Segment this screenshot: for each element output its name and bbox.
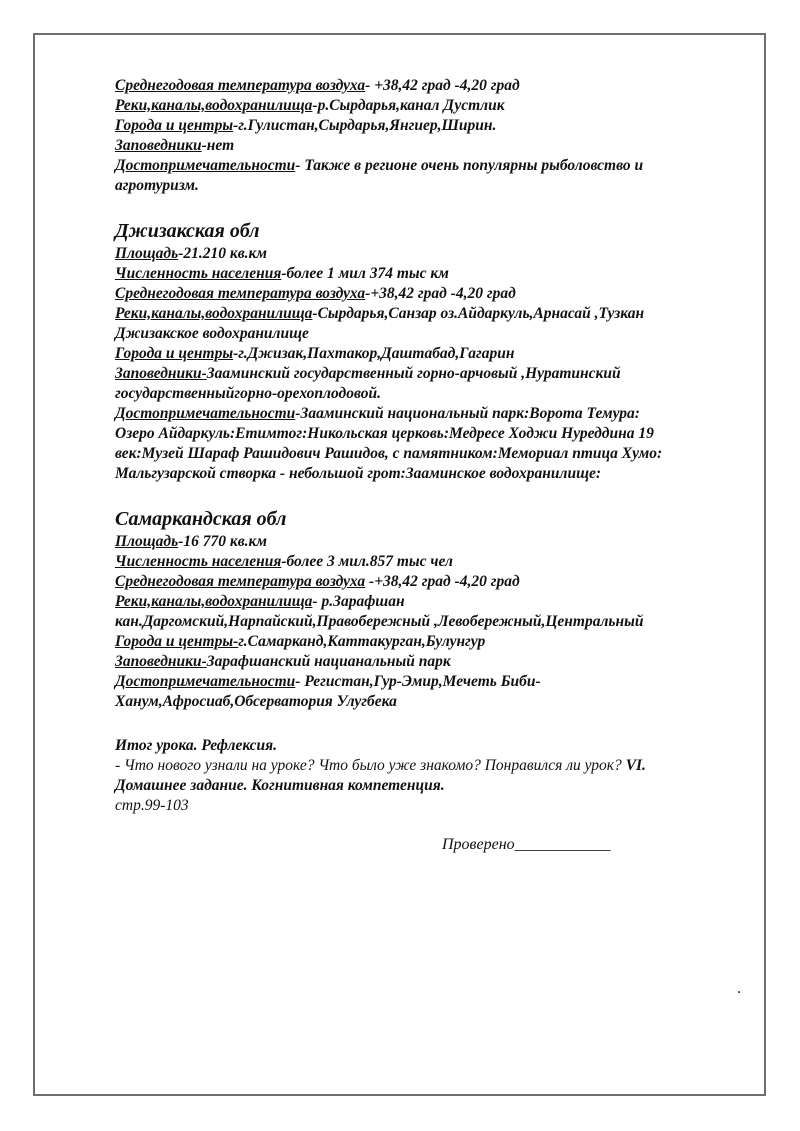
top-cities-value: -г.Гулистан,Сырдарья,Янгиер,Ширин. bbox=[233, 117, 497, 134]
samarkand-temp-label: Среднегодовая температура воздуха bbox=[115, 573, 366, 590]
samarkand-sights-line bbox=[115, 672, 735, 692]
top-sights-value-1: - Также в регионе очень популярны рыболовство и bbox=[295, 157, 644, 174]
top-reserves-value: -нет bbox=[201, 137, 235, 154]
samarkand-area-label: Площадь bbox=[115, 533, 179, 550]
jizzakh-area-value: -21.210 кв.км bbox=[178, 245, 267, 262]
jizzakh-sights-line-4: Мальгузарской створка - небольшой грот:Зааминское водохранилище: bbox=[115, 465, 602, 482]
samarkand-cities-line bbox=[115, 632, 735, 652]
jizzakh-population-label: Численность населения bbox=[115, 265, 282, 282]
jizzakh-cities-label: Города и центры bbox=[115, 345, 234, 362]
top-reserves-label: Заповедники bbox=[115, 137, 202, 154]
samarkand-sights-value-1: - Регистан,Гур-Эмир,Мечеть Биби- bbox=[295, 673, 541, 690]
top-rivers-line bbox=[115, 96, 735, 116]
jizzakh-cities-line bbox=[115, 344, 735, 364]
top-temp-value: - +38,42 град -4,20 град bbox=[365, 77, 520, 94]
jizzakh-sights-value-1: -Зааминский национальный парк:Ворота Темура: bbox=[295, 405, 640, 422]
jizzakh-temp-line bbox=[115, 284, 735, 304]
jizzakh-sights-line-2: Озеро Айдаркуль:Етимтог:Никольская церковь:Медресе Ходжи Нуреддина 19 bbox=[115, 425, 654, 442]
samarkand-title: Самаркандская обл bbox=[115, 508, 287, 530]
summary-homework: Домашнее задание. Когнитивная компетенция. bbox=[115, 777, 445, 794]
samarkand-population-label: Численность населения bbox=[115, 553, 282, 570]
top-rivers-label: Реки,каналы,водохранилища bbox=[115, 97, 313, 114]
jizzakh-rivers-value-1: -Сырдарья,Санзар оз.Айдаркуль,Арнасай ,Тузкан bbox=[312, 305, 645, 322]
jizzakh-reserves-label: Заповедники- bbox=[115, 365, 207, 382]
samarkand-cities-label: Города и центры- bbox=[115, 633, 239, 650]
jizzakh-rivers-label: Реки,каналы,водохранилища bbox=[115, 305, 313, 322]
jizzakh-area-line bbox=[115, 244, 735, 264]
top-sights-line-2: агротуризм. bbox=[115, 177, 199, 194]
samarkand-area-line bbox=[115, 532, 735, 552]
jizzakh-sights-line-3: век:Музей Шараф Рашидович Рашидов, с памятником:Мемориал птица Хумо: bbox=[115, 445, 663, 462]
summary-questions: - Что нового узнали на уроке? Что было уже знакомо? Понравился ли урок? bbox=[115, 757, 626, 774]
samarkand-reserves-value: Зарафшанский нацианальный парк bbox=[206, 653, 451, 670]
summary-roman: VI. bbox=[625, 757, 646, 774]
spacer bbox=[115, 712, 735, 736]
document-body bbox=[115, 76, 735, 816]
samarkand-rivers-value-1: - р.Зарафшан bbox=[312, 593, 405, 610]
jizzakh-cities-value: -г.Джизак,Пахтакор,Даштабад,Гагарин bbox=[233, 345, 515, 362]
jizzakh-reserves-line bbox=[115, 364, 735, 384]
jizzakh-sights-label: Достопримечательности bbox=[115, 405, 296, 422]
signature-line: Проверено____________ bbox=[442, 836, 611, 853]
jizzakh-rivers-line-2: Джизакское водохранилище bbox=[115, 325, 309, 342]
jizzakh-area-label: Площадь bbox=[115, 245, 179, 262]
samarkand-rivers-label: Реки,каналы,водохранилища bbox=[115, 593, 313, 610]
samarkand-cities-value: г.Самарканд,Каттакурган,Булунгур bbox=[238, 633, 486, 650]
samarkand-temp-value: -+38,42 град -4,20 град bbox=[365, 573, 520, 590]
samarkand-reserves-label: Заповедники- bbox=[115, 653, 207, 670]
jizzakh-reserves-value-1: Зааминский государственный горно-арчовый ,Нуратинский bbox=[206, 365, 621, 382]
samarkand-sights-line-2: Ханум,Афросиаб,Обсерватория Улугбека bbox=[115, 693, 397, 710]
top-cities-label: Города и центры bbox=[115, 117, 234, 134]
top-rivers-value: -р.Сырдарья,канал Дустлик bbox=[312, 97, 505, 114]
jizzakh-title: Джизакская обл bbox=[115, 220, 260, 242]
top-cities-line bbox=[115, 116, 735, 136]
samarkand-reserves-line bbox=[115, 652, 735, 672]
jizzakh-population-line bbox=[115, 264, 735, 284]
footer-dot: . bbox=[737, 980, 741, 997]
top-temp-line bbox=[115, 76, 735, 96]
top-sights-line bbox=[115, 156, 735, 176]
summary-pages: стр.99-103 bbox=[115, 797, 189, 814]
summary-questions-line bbox=[115, 756, 735, 776]
jizzakh-reserves-line-2: государственныйгорно-орехоплодовой. bbox=[115, 385, 381, 402]
samarkand-rivers-line-2: кан.Даргомский,Нарпайский,Правобережный ,Левобережный,Центральный bbox=[115, 613, 644, 630]
jizzakh-temp-value: -+38,42 град -4,20 град bbox=[365, 285, 516, 302]
top-sights-label: Достопримечательности bbox=[115, 157, 296, 174]
jizzakh-temp-label: Среднегодовая температура воздуха bbox=[115, 285, 366, 302]
top-reserves-line bbox=[115, 136, 735, 156]
jizzakh-population-value: -более 1 мил 374 тыс км bbox=[281, 265, 449, 282]
top-temp-label: Среднегодовая температура воздуха bbox=[115, 77, 366, 94]
jizzakh-rivers-line bbox=[115, 304, 735, 324]
samarkand-sights-label: Достопримечательности bbox=[115, 673, 296, 690]
summary-title: Итог урока. Рефлексия. bbox=[115, 737, 277, 754]
jizzakh-sights-line bbox=[115, 404, 735, 424]
samarkand-temp-line bbox=[115, 572, 735, 592]
samarkand-rivers-line bbox=[115, 592, 735, 612]
samarkand-area-value: -16 770 кв.км bbox=[178, 533, 267, 550]
samarkand-population-value: -более 3 мил.857 тыс чел bbox=[281, 553, 453, 570]
samarkand-population-line bbox=[115, 552, 735, 572]
